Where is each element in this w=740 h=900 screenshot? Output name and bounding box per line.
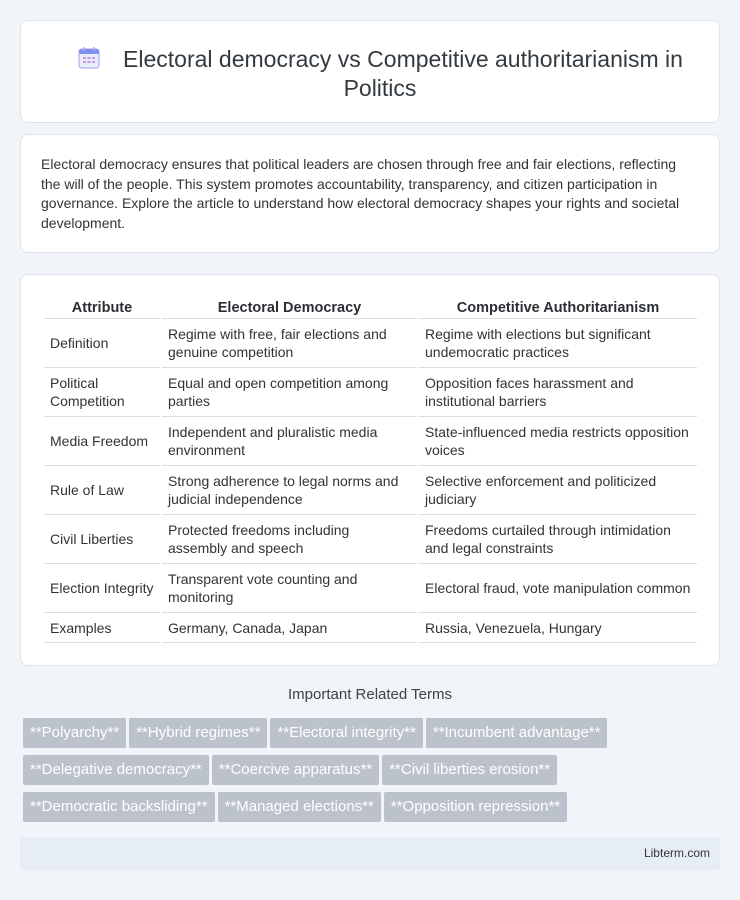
row-attribute: Election Integrity — [44, 564, 160, 613]
comparison-table — [42, 296, 699, 643]
row-attribute: Media Freedom — [44, 417, 160, 466]
tag-delegative-democracy[interactable]: **Delegative democracy** — [23, 755, 209, 785]
table-row — [44, 368, 697, 417]
row-democracy-value: Protected freedoms including assembly and speech — [162, 515, 417, 564]
row-democracy-value: Transparent vote counting and monitoring — [162, 564, 417, 613]
comparison-table-card — [20, 274, 720, 666]
header-competitive-authoritarianism: Competitive Authoritarianism — [419, 296, 697, 319]
table-row — [44, 613, 697, 643]
intro-card — [20, 134, 720, 253]
header-attribute: Attribute — [44, 296, 160, 319]
tag-polyarchy[interactable]: **Polyarchy** — [23, 718, 126, 748]
row-democracy-value: Equal and open competition among parties — [162, 368, 417, 417]
related-terms-title: Important Related Terms — [288, 686, 452, 703]
row-authoritarian-value: Electoral fraud, vote manipulation common — [419, 564, 697, 613]
tag-hybrid-regimes[interactable]: **Hybrid regimes** — [129, 718, 267, 748]
row-democracy-value: Independent and pluralistic media environment — [162, 417, 417, 466]
table-row — [44, 417, 697, 466]
tag-civil-liberties-erosion[interactable]: **Civil liberties erosion** — [382, 755, 557, 785]
tag-electoral-integrity[interactable]: **Electoral integrity** — [270, 718, 422, 748]
page-title-text: Electoral democracy vs Competitive authoritarianism in Politics — [123, 46, 683, 101]
table-header-row — [44, 296, 697, 319]
page-title — [61, 45, 699, 103]
row-authoritarian-value: State-influenced media restricts opposition voices — [419, 417, 697, 466]
footer-site-link[interactable]: Libterm.com — [643, 846, 710, 860]
related-terms-tags — [23, 718, 703, 829]
row-attribute: Rule of Law — [44, 466, 160, 515]
row-authoritarian-value: Regime with elections but significant undemocratic practices — [419, 319, 697, 368]
header-electoral-democracy: Electoral Democracy — [162, 296, 417, 319]
table-row — [44, 466, 697, 515]
row-attribute: Civil Liberties — [44, 515, 160, 564]
footer — [20, 837, 720, 870]
header-card — [20, 20, 720, 123]
row-authoritarian-value: Opposition faces harassment and institutional barriers — [419, 368, 697, 417]
intro-text: Electoral democracy ensures that political leaders are chosen through free and fair elections, reflecting the will of the people. This system promotes accountability, transparency, and citizen participation in governance. Explore the article to understand how electoral democracy shapes your rights and societal development. — [41, 156, 680, 231]
row-attribute: Political Competition — [44, 368, 160, 417]
tag-incumbent-advantage[interactable]: **Incumbent advantage** — [426, 718, 608, 748]
row-attribute: Definition — [44, 319, 160, 368]
tag-democratic-backsliding[interactable]: **Democratic backsliding** — [23, 792, 215, 822]
row-authoritarian-value: Freedoms curtailed through intimidation and legal constraints — [419, 515, 697, 564]
row-democracy-value: Regime with free, fair elections and genuine competition — [162, 319, 417, 368]
table-row — [44, 515, 697, 564]
row-authoritarian-value: Russia, Venezuela, Hungary — [419, 613, 697, 643]
row-authoritarian-value: Selective enforcement and politicized judiciary — [419, 466, 697, 515]
tag-opposition-repression[interactable]: **Opposition repression** — [384, 792, 567, 822]
row-attribute: Examples — [44, 613, 160, 643]
table-row — [44, 564, 697, 613]
title-row — [61, 45, 699, 103]
calendar-icon — [77, 46, 101, 70]
table-row — [44, 319, 697, 368]
tag-managed-elections[interactable]: **Managed elections** — [218, 792, 381, 822]
row-democracy-value: Germany, Canada, Japan — [162, 613, 417, 643]
row-democracy-value: Strong adherence to legal norms and judicial independence — [162, 466, 417, 515]
tag-coercive-apparatus[interactable]: **Coercive apparatus** — [212, 755, 379, 785]
